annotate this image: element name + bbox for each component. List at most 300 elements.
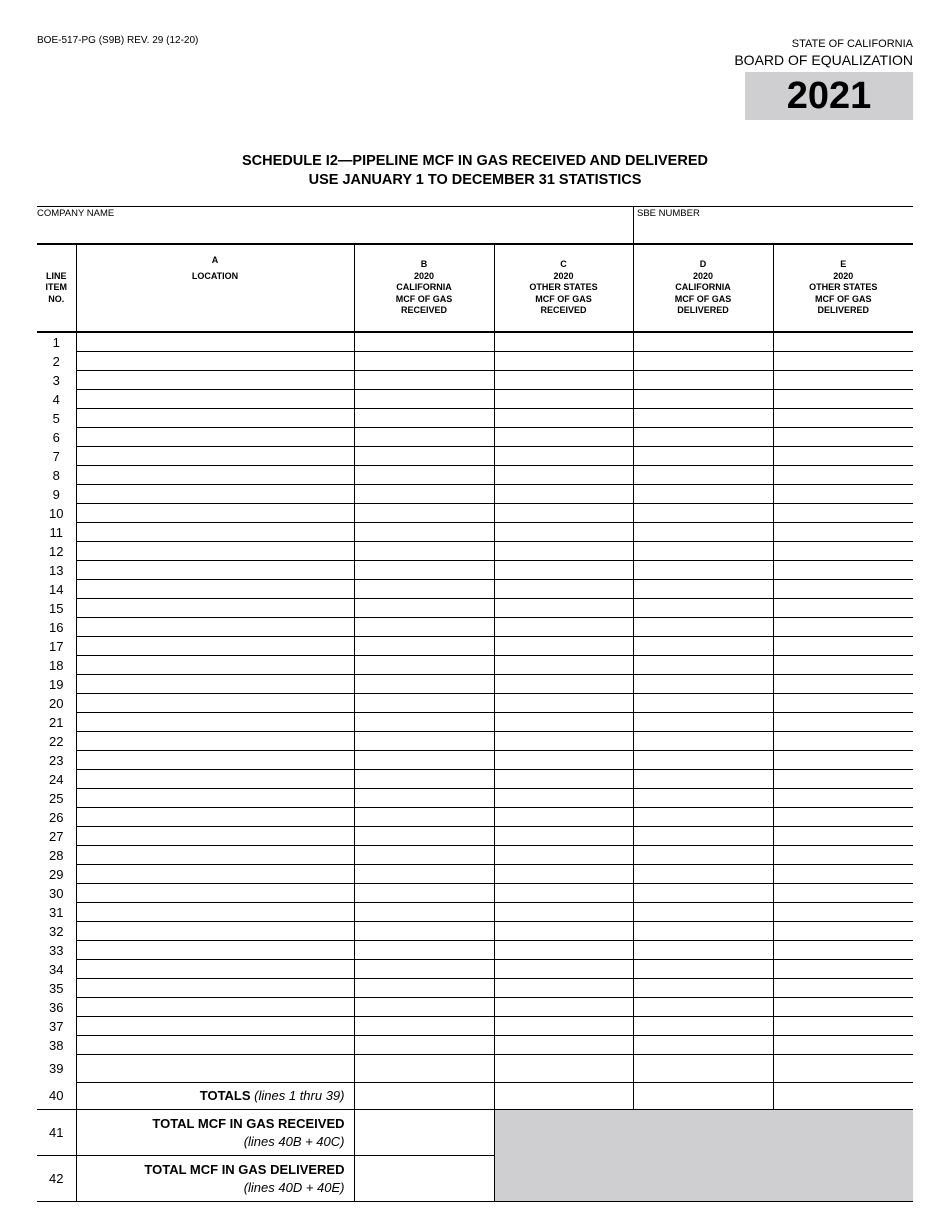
table-row — [37, 808, 913, 827]
cell-c[interactable] — [494, 770, 633, 789]
line-number: 34 — [49, 961, 64, 977]
line-number: 25 — [49, 790, 64, 806]
cell-c[interactable] — [494, 637, 633, 656]
cell-c[interactable] — [494, 371, 633, 390]
cell-e[interactable] — [773, 1017, 913, 1036]
cell-e[interactable] — [773, 428, 913, 447]
cell-a[interactable] — [76, 466, 354, 485]
shaded-area — [494, 1110, 913, 1156]
cell-d[interactable] — [633, 409, 773, 428]
table-row — [37, 332, 913, 352]
cell-b[interactable] — [354, 979, 494, 998]
cell-e[interactable] — [773, 523, 913, 542]
cell-c[interactable] — [494, 675, 633, 694]
table-row — [37, 485, 913, 504]
cell-c[interactable] — [494, 561, 633, 580]
cell-b[interactable] — [354, 846, 494, 865]
cell-d[interactable] — [633, 637, 773, 656]
cell-b[interactable] — [354, 694, 494, 713]
table-row — [37, 561, 913, 580]
cell-a[interactable] — [76, 428, 354, 447]
table-row — [37, 922, 913, 941]
cell-b[interactable] — [354, 599, 494, 618]
cell-c[interactable] — [494, 1036, 633, 1055]
line-number: 11 — [49, 524, 63, 540]
cell-a[interactable] — [76, 1036, 354, 1055]
totals-row — [37, 1083, 913, 1110]
line-number: 18 — [49, 657, 64, 673]
table-row — [37, 884, 913, 903]
total-delivered-label: TOTAL MCF IN GAS DELIVERED (lines 40D + 40E) — [76, 1156, 354, 1202]
cell-e[interactable] — [773, 599, 913, 618]
table-row — [37, 447, 913, 466]
cell-b[interactable] — [354, 713, 494, 732]
cell-e[interactable] — [773, 960, 913, 979]
company-name-field[interactable] — [37, 217, 632, 241]
cell-a[interactable] — [76, 751, 354, 770]
cell-b[interactable] — [354, 903, 494, 922]
table-row — [37, 523, 913, 542]
cell-e[interactable] — [773, 466, 913, 485]
line-number: 20 — [49, 695, 64, 711]
cell-a[interactable] — [76, 903, 354, 922]
line-number: 16 — [49, 619, 64, 635]
cell-a[interactable] — [76, 447, 354, 466]
cell-a[interactable] — [76, 827, 354, 846]
cell-c[interactable] — [494, 523, 633, 542]
table-row — [37, 1055, 913, 1083]
cell-b[interactable] — [354, 428, 494, 447]
cell-b[interactable] — [354, 637, 494, 656]
cell-d[interactable] — [633, 371, 773, 390]
cell-d[interactable] — [633, 428, 773, 447]
cell-e[interactable] — [773, 390, 913, 409]
line-number: 17 — [49, 638, 64, 654]
cell-a[interactable] — [76, 884, 354, 903]
cell-e[interactable] — [773, 542, 913, 561]
cell-d[interactable] — [633, 580, 773, 599]
total-delivered-row — [37, 1156, 913, 1202]
line-number: 42 — [37, 1156, 76, 1202]
cell-b[interactable] — [354, 770, 494, 789]
cell-d[interactable] — [633, 808, 773, 827]
cell-d[interactable] — [633, 979, 773, 998]
cell-e[interactable] — [773, 827, 913, 846]
cell-b[interactable] — [354, 1017, 494, 1036]
line-number: 8 — [52, 467, 60, 483]
sbe-number-field[interactable] — [636, 217, 912, 241]
table-row — [37, 618, 913, 637]
cell-d[interactable] — [633, 656, 773, 675]
cell-b[interactable] — [354, 466, 494, 485]
cell-a[interactable] — [76, 542, 354, 561]
cell-e[interactable] — [773, 447, 913, 466]
cell-d[interactable] — [633, 675, 773, 694]
cell-40e[interactable] — [773, 1083, 913, 1110]
col-c-header: C 2020 OTHER STATES MCF OF GAS RECEIVED — [494, 244, 633, 332]
line-number: 35 — [49, 980, 64, 996]
cell-a[interactable] — [76, 352, 354, 371]
cell-a[interactable] — [76, 371, 354, 390]
cell-d[interactable] — [633, 352, 773, 371]
cell-c[interactable] — [494, 1055, 633, 1083]
cell-b[interactable] — [354, 998, 494, 1017]
cell-40d[interactable] — [633, 1083, 773, 1110]
cell-a[interactable] — [76, 485, 354, 504]
cell-c[interactable] — [494, 656, 633, 675]
cell-d[interactable] — [633, 770, 773, 789]
cell-e[interactable] — [773, 732, 913, 751]
table-row — [37, 789, 913, 808]
cell-e[interactable] — [773, 979, 913, 998]
cell-c[interactable] — [494, 542, 633, 561]
cell-c[interactable] — [494, 466, 633, 485]
cell-b[interactable] — [354, 371, 494, 390]
line-number: 30 — [49, 885, 64, 901]
cell-c[interactable] — [494, 409, 633, 428]
line-number: 39 — [49, 1061, 64, 1076]
table-row — [37, 542, 913, 561]
title-line-1: SCHEDULE I2—PIPELINE MCF IN GAS RECEIVED AND DELIVERED — [242, 153, 708, 169]
cell-c[interactable] — [494, 599, 633, 618]
cell-a[interactable] — [76, 675, 354, 694]
cell-c[interactable] — [494, 846, 633, 865]
cell-e[interactable] — [773, 998, 913, 1017]
totals-label: TOTALS (lines 1 thru 39) — [76, 1083, 354, 1110]
table-row — [37, 713, 913, 732]
cell-41[interactable] — [354, 1110, 494, 1156]
line-number: 9 — [52, 486, 60, 502]
line-number: 29 — [49, 866, 64, 882]
cell-40b[interactable] — [354, 1083, 494, 1110]
line-number: 7 — [52, 448, 60, 464]
table-row — [37, 599, 913, 618]
line-number: 26 — [49, 809, 64, 825]
cell-b[interactable] — [354, 504, 494, 523]
cell-b[interactable] — [354, 960, 494, 979]
cell-c[interactable] — [494, 1017, 633, 1036]
cell-d[interactable] — [633, 1036, 773, 1055]
cell-c[interactable] — [494, 428, 633, 447]
cell-b[interactable] — [354, 808, 494, 827]
form-number: BOE-517-PG (S9B) REV. 29 (12-20) — [37, 35, 199, 46]
table-row — [37, 998, 913, 1017]
cell-e[interactable] — [773, 675, 913, 694]
cell-b[interactable] — [354, 1036, 494, 1055]
cell-d[interactable] — [633, 751, 773, 770]
state-label: STATE OF CALIFORNIA — [791, 38, 913, 50]
cell-d[interactable] — [633, 865, 773, 884]
table-row — [37, 580, 913, 599]
cell-d[interactable] — [633, 332, 773, 352]
cell-d[interactable] — [633, 523, 773, 542]
cell-d[interactable] — [633, 599, 773, 618]
cell-c[interactable] — [494, 694, 633, 713]
col-e-header: E 2020 OTHER STATES MCF OF GAS DELIVERED — [773, 244, 913, 332]
table-row — [37, 656, 913, 675]
cell-b[interactable] — [354, 352, 494, 371]
table-row — [37, 732, 913, 751]
shaded-area — [494, 1156, 913, 1202]
cell-d[interactable] — [633, 618, 773, 637]
cell-b[interactable] — [354, 732, 494, 751]
cell-b[interactable] — [354, 941, 494, 960]
cell-c[interactable] — [494, 485, 633, 504]
cell-c[interactable] — [494, 808, 633, 827]
cell-e[interactable] — [773, 561, 913, 580]
line-number: 27 — [49, 828, 64, 844]
cell-a[interactable] — [76, 694, 354, 713]
line-number: 32 — [49, 923, 64, 939]
cell-c[interactable] — [494, 390, 633, 409]
cell-b[interactable] — [354, 409, 494, 428]
cell-d[interactable] — [633, 903, 773, 922]
cell-a[interactable] — [76, 504, 354, 523]
cell-b[interactable] — [354, 542, 494, 561]
cell-a[interactable] — [76, 523, 354, 542]
cell-b[interactable] — [354, 922, 494, 941]
cell-e[interactable] — [773, 371, 913, 390]
table-row — [37, 827, 913, 846]
cell-e[interactable] — [773, 656, 913, 675]
table-row — [37, 751, 913, 770]
cell-e[interactable] — [773, 332, 913, 352]
cell-b[interactable] — [354, 580, 494, 599]
cell-a[interactable] — [76, 1017, 354, 1036]
cell-c[interactable] — [494, 865, 633, 884]
table-row — [37, 1017, 913, 1036]
page-title — [0, 152, 950, 190]
line-number: 15 — [49, 600, 64, 616]
table-row — [37, 979, 913, 998]
cell-e[interactable] — [773, 713, 913, 732]
cell-d[interactable] — [633, 846, 773, 865]
cell-e[interactable] — [773, 694, 913, 713]
line-number: 2 — [52, 353, 60, 369]
cell-b[interactable] — [354, 447, 494, 466]
cell-e[interactable] — [773, 808, 913, 827]
cell-a[interactable] — [76, 789, 354, 808]
cell-c[interactable] — [494, 332, 633, 352]
cell-b[interactable] — [354, 884, 494, 903]
header-row — [37, 244, 913, 332]
cell-d[interactable] — [633, 1017, 773, 1036]
cell-c[interactable] — [494, 447, 633, 466]
col-b-header: B 2020 CALIFORNIA MCF OF GAS RECEIVED — [354, 244, 494, 332]
line-number: 31 — [49, 904, 64, 920]
cell-e[interactable] — [773, 352, 913, 371]
cell-e[interactable] — [773, 789, 913, 808]
cell-b[interactable] — [354, 523, 494, 542]
cell-d[interactable] — [633, 485, 773, 504]
line-number: 23 — [49, 752, 64, 768]
title-line-2: USE JANUARY 1 TO DECEMBER 31 STATISTICS — [308, 172, 642, 188]
cell-e[interactable] — [773, 1036, 913, 1055]
cell-a[interactable] — [76, 979, 354, 998]
line-number: 22 — [49, 733, 64, 749]
cell-b[interactable] — [354, 789, 494, 808]
cell-d[interactable] — [633, 960, 773, 979]
cell-d[interactable] — [633, 561, 773, 580]
cell-b[interactable] — [354, 332, 494, 352]
line-number: 19 — [49, 676, 64, 692]
cell-e[interactable] — [773, 751, 913, 770]
line-number: 1 — [52, 334, 60, 350]
cell-c[interactable] — [494, 713, 633, 732]
table-row — [37, 428, 913, 447]
line-number: 14 — [49, 581, 64, 597]
table-row — [37, 903, 913, 922]
cell-d[interactable] — [633, 504, 773, 523]
cell-c[interactable] — [494, 922, 633, 941]
cell-a[interactable] — [76, 332, 354, 352]
schedule-table — [37, 243, 913, 1202]
line-number: 24 — [49, 771, 64, 787]
cell-c[interactable] — [494, 960, 633, 979]
line-number: 38 — [49, 1037, 64, 1053]
cell-d[interactable] — [633, 447, 773, 466]
line-number: 4 — [52, 391, 60, 407]
cell-a[interactable] — [76, 637, 354, 656]
total-received-label: TOTAL MCF IN GAS RECEIVED (lines 40B + 40C) — [76, 1110, 354, 1156]
cell-b[interactable] — [354, 675, 494, 694]
line-number: 3 — [52, 372, 60, 388]
table-row — [37, 466, 913, 485]
cell-e[interactable] — [773, 409, 913, 428]
cell-a[interactable] — [76, 390, 354, 409]
cell-a[interactable] — [76, 846, 354, 865]
cell-d[interactable] — [633, 390, 773, 409]
table-row — [37, 637, 913, 656]
cell-b[interactable] — [354, 865, 494, 884]
cell-c[interactable] — [494, 352, 633, 371]
cell-e[interactable] — [773, 637, 913, 656]
cell-c[interactable] — [494, 504, 633, 523]
cell-a[interactable] — [76, 409, 354, 428]
cell-e[interactable] — [773, 941, 913, 960]
table-row — [37, 770, 913, 789]
table-row — [37, 865, 913, 884]
line-number: 13 — [49, 562, 64, 578]
line-number: 41 — [37, 1110, 76, 1156]
cell-c[interactable] — [494, 618, 633, 637]
line-number: 36 — [49, 999, 64, 1015]
cell-e[interactable] — [773, 770, 913, 789]
cell-d[interactable] — [633, 827, 773, 846]
company-name-label: COMPANY NAME — [37, 208, 115, 219]
cell-c[interactable] — [494, 979, 633, 998]
table-row — [37, 846, 913, 865]
cell-c[interactable] — [494, 998, 633, 1017]
cell-a[interactable] — [76, 922, 354, 941]
table-row — [37, 694, 913, 713]
cell-a[interactable] — [76, 732, 354, 751]
cell-e[interactable] — [773, 1055, 913, 1083]
cell-d[interactable] — [633, 922, 773, 941]
line-number: 6 — [52, 429, 60, 445]
table-row — [37, 390, 913, 409]
col-a-header: A LOCATION — [76, 244, 354, 332]
cell-e[interactable] — [773, 485, 913, 504]
cell-b[interactable] — [354, 561, 494, 580]
cell-d[interactable] — [633, 884, 773, 903]
cell-a[interactable] — [76, 960, 354, 979]
cell-e[interactable] — [773, 618, 913, 637]
cell-c[interactable] — [494, 827, 633, 846]
cell-a[interactable] — [76, 713, 354, 732]
col-d-header: D 2020 CALIFORNIA MCF OF GAS DELIVERED — [633, 244, 773, 332]
cell-d[interactable] — [633, 1055, 773, 1083]
cell-e[interactable] — [773, 580, 913, 599]
table-row — [37, 675, 913, 694]
cell-a[interactable] — [76, 599, 354, 618]
line-number: 28 — [49, 847, 64, 863]
cell-b[interactable] — [354, 751, 494, 770]
cell-e[interactable] — [773, 903, 913, 922]
field-divider — [633, 206, 634, 243]
cell-c[interactable] — [494, 789, 633, 808]
cell-b[interactable] — [354, 390, 494, 409]
cell-e[interactable] — [773, 865, 913, 884]
cell-c[interactable] — [494, 580, 633, 599]
total-received-row — [37, 1110, 913, 1156]
cell-e[interactable] — [773, 846, 913, 865]
cell-d[interactable] — [633, 542, 773, 561]
cell-d[interactable] — [633, 713, 773, 732]
cell-42[interactable] — [354, 1156, 494, 1202]
line-number: 40 — [37, 1083, 76, 1110]
cell-c[interactable] — [494, 732, 633, 751]
col-line-header: LINE ITEM NO. — [37, 244, 76, 332]
cell-a[interactable] — [76, 941, 354, 960]
cell-a[interactable] — [76, 656, 354, 675]
cell-b[interactable] — [354, 618, 494, 637]
cell-a[interactable] — [76, 618, 354, 637]
cell-c[interactable] — [494, 884, 633, 903]
cell-b[interactable] — [354, 1055, 494, 1083]
cell-e[interactable] — [773, 922, 913, 941]
table-row — [37, 941, 913, 960]
cell-a[interactable] — [76, 580, 354, 599]
line-number: 33 — [49, 942, 64, 958]
cell-a[interactable] — [76, 808, 354, 827]
cell-c[interactable] — [494, 751, 633, 770]
cell-b[interactable] — [354, 656, 494, 675]
line-number: 21 — [49, 714, 64, 730]
line-number: 5 — [52, 410, 60, 426]
cell-d[interactable] — [633, 998, 773, 1017]
cell-a[interactable] — [76, 865, 354, 884]
cell-a[interactable] — [76, 1055, 354, 1083]
cell-e[interactable] — [773, 504, 913, 523]
cell-b[interactable] — [354, 827, 494, 846]
cell-b[interactable] — [354, 485, 494, 504]
board-label: BOARD OF EQUALIZATION — [734, 52, 913, 68]
cell-a[interactable] — [76, 998, 354, 1017]
cell-d[interactable] — [633, 466, 773, 485]
cell-d[interactable] — [633, 941, 773, 960]
cell-d[interactable] — [633, 789, 773, 808]
cell-a[interactable] — [76, 770, 354, 789]
cell-d[interactable] — [633, 694, 773, 713]
cell-a[interactable] — [76, 561, 354, 580]
cell-40c[interactable] — [494, 1083, 633, 1110]
cell-d[interactable] — [633, 732, 773, 751]
table-row — [37, 409, 913, 428]
cell-c[interactable] — [494, 903, 633, 922]
cell-e[interactable] — [773, 884, 913, 903]
cell-c[interactable] — [494, 941, 633, 960]
